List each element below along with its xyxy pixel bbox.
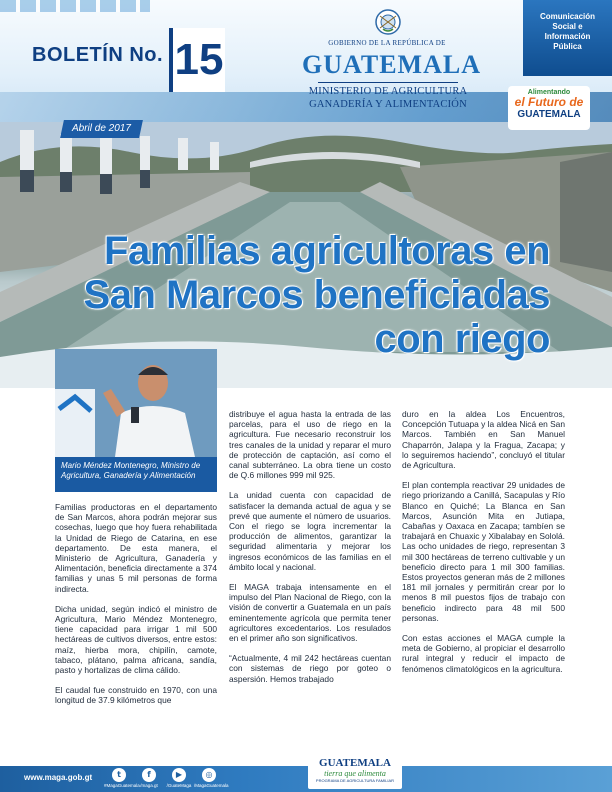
paragraph: distribuye el agua hasta la entrada de las parcelas, para el uso de riego en la agricultura. Fue necesario reconstruir los tres canales de la unidad y reparar el muro de protección de captación, así como el canal subterráneo. La obra tiene un costo de Q.6 millones 999 mil 925. [229, 409, 391, 481]
paragraph: Con estas acciones el MAGA cumple la meta de Gobierno, al propiciar el desarrollo rural integral y reducir el impacto de fenómenos climatológicos en la agricultura. [402, 633, 565, 674]
issue-date: Abril de 2017 [72, 123, 131, 134]
twitter-link[interactable] [104, 768, 140, 789]
article-column-1 [55, 502, 217, 716]
instagram-handle: /MagaGuatemala [194, 783, 229, 788]
comm-line: Pública [553, 42, 582, 51]
flag-ribbon-decoration [0, 0, 150, 12]
facebook-handle: /maga.gt [140, 783, 158, 788]
youtube-handle: /GuateMaga [166, 783, 192, 788]
caption-line-1: Mario Méndez Montenegro, Ministro de [61, 461, 201, 470]
family-agriculture-program-logo [308, 755, 402, 789]
bulletin-number-box [169, 28, 225, 92]
caption-line-2: Agricultura, Ganadería y Alimentación [61, 471, 196, 480]
paragraph: El plan contempla reactivar 29 unidades de riego priorizando a Canillá, Sacapulas y Río Blanco en Quiché; La Blanca en San Marcos, Asunción Mita en Jutiapa, Cabañas y Oaxaca en Zacapa; tambíen se trabajará en Chuaxic y Xibalabay en Sololá. Las ocho unidades de riego, representan 3 mil 300 hectáreas de terreno cultivable y un beneficio directo para 1 mil 300 familias. Estos proyectos generan más de 2 millones 181 mil jornales y permitirán crear por lo menos 8 mil puestos fijos de trabajo con beneficio indirecto para 48 mil 500 personas. [402, 480, 565, 623]
facebook-icon: f [142, 768, 156, 782]
futuro-logo-line-1: Alimentando [527, 89, 571, 96]
alimentando-futuro-logo [508, 86, 590, 130]
communication-department-box [523, 0, 612, 76]
paragraph: Familias productoras en el departamento de San Marcos, ahora podrán mejorar sus cosechas, luego que hoy fuera rehabilitada la Unidad de Riego de Catarina, en ese departamento. De esta manera, el Ministerio de Agricultura, Ganadería y Alimentación, beneficia directamente a 374 familias y unas 5 mil personas de forma indirecta. [55, 502, 217, 594]
comm-line: Información [544, 32, 591, 41]
article-headline [40, 229, 550, 361]
paragraph: duro en la aldea Los Encuentros, Concepción Tutuapa y la aldea Nicá en San Marcos. También en San Manuel Chaparrón, Jalapa y la Fragua, Zacapa; y lo seguiremos haciendo”, concluyó el titular de Agricultura. [402, 409, 565, 471]
paragraph: Dicha unidad, según indicó el ministro de Agricultura, Mario Méndez Montenegro, tiene capacidad para irrigar 1 mil 500 hectáreas de cultivos diversos, entre estos: maíz, hierba mora, chipilín, camote, tabaco, plátano, palma africana, sandía, pasto y hortalizas de clima cálido. [55, 603, 217, 676]
comm-line: Social e [552, 22, 583, 31]
footer-bar [0, 766, 612, 792]
futuro-logo-line-3: GUATEMALA [517, 109, 581, 120]
paragraph: El caudal fue construido en 1970, con una longitud de 37.9 kilómetros que [55, 685, 217, 706]
government-of-label: GOBIERNO DE LA REPÚBLICA DE [328, 39, 446, 47]
ministry-name-line-2: GANADERÍA Y ALIMENTACIÓN [309, 99, 467, 110]
facebook-link[interactable] [134, 768, 164, 789]
website-link[interactable]: www.maga.gob.gt [24, 773, 93, 782]
headline-line-2: San Marcos beneficiadas [83, 273, 550, 317]
instagram-icon: ◎ [202, 768, 216, 782]
issue-date-tag [60, 120, 143, 138]
photo-caption [55, 457, 217, 492]
minister-illustration [55, 349, 217, 457]
youtube-link[interactable] [164, 768, 194, 789]
government-wordmark: GUATEMALA [302, 50, 481, 79]
paragraph: La unidad cuenta con capacidad de satisfacer la demanda actual de agua y se prevé que aumente el número de usuarios. Con el riego se logra incrementar la producción de alimentos, garantizar la seguridad alimentaria y mejorar los ingresos económicos de las familias en el ámbito local y nacional. [229, 490, 391, 572]
youtube-icon: ▶ [172, 768, 186, 782]
twitter-handle: #MagaGuatemala [104, 783, 140, 788]
coat-of-arms-icon [374, 8, 402, 36]
wordmark-rule [318, 82, 458, 83]
minister-photo [55, 349, 217, 457]
twitter-icon: t [112, 768, 126, 782]
headline-line-1: Familias agricultoras en [104, 229, 550, 273]
headline-line-3: con riego [374, 317, 550, 361]
program-logo-slogan: tierra que alimenta [324, 769, 386, 778]
article-column-3 [402, 409, 565, 684]
bulletin-label: BOLETÍN No. [32, 44, 164, 66]
paragraph: “Actualmente, 4 mil 242 hectáreas cuentan con sistemas de riego por goteo o aspersión. Hemos trabajado [229, 653, 391, 684]
ministry-name-line-1: MINISTERIO DE AGRICULTURA [308, 86, 468, 97]
instagram-link[interactable] [194, 768, 229, 789]
article-column-2 [229, 409, 391, 694]
bulletin-number: 15 [174, 35, 224, 84]
comm-line: Comunicación [539, 12, 596, 21]
futuro-logo-line-2: el Futuro de [514, 95, 584, 109]
paragraph: El MAGA trabaja intensamente en el impulso del Plan Nacional de Riego, con la visión de convertir a Guatemala en un país eminentemente agrícola que permita tener agricultores excedentarios. Los resulados en el primer año son significativos. [229, 582, 391, 644]
program-logo-subtitle: PROGRAMA DE AGRICULTURA FAMILIAR [315, 778, 395, 783]
program-logo-title: GUATEMALA [319, 757, 391, 769]
